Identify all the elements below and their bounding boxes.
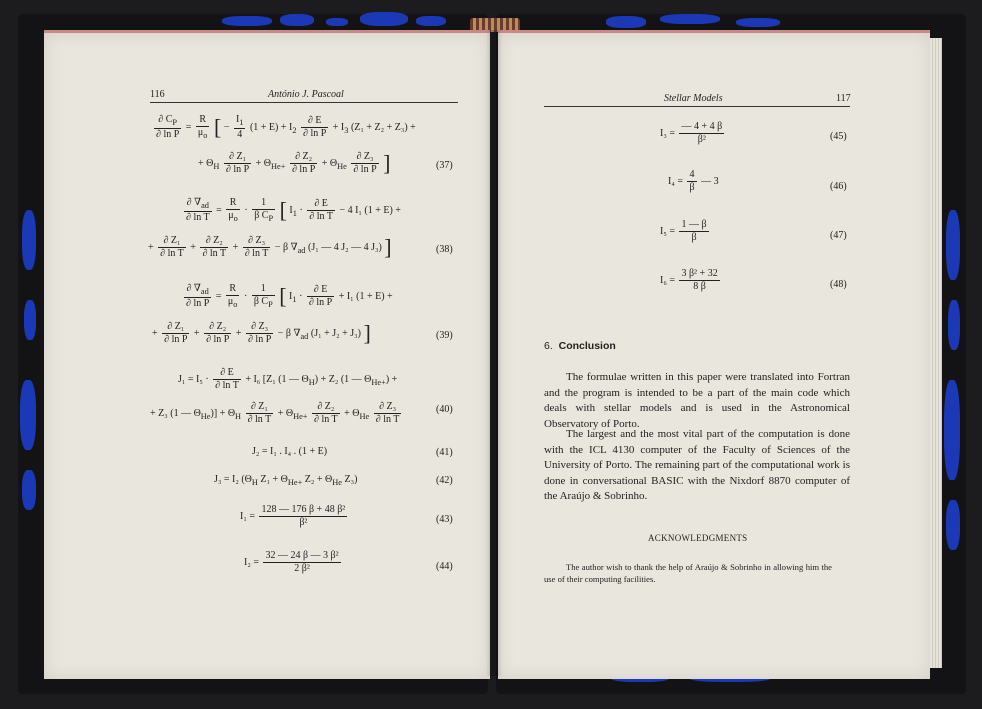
section-heading <box>544 340 616 352</box>
paragraph-1: The formulae written in this paper were translated into Fortran and the program is intended to be a part of the main code which deals with stellar models and is used in the Astronomical Observatory of Porto. <box>544 371 850 430</box>
acknowledgments-text: The author wish to thank the help of Araújo & Sobrinho in allowing him the use of their computing facilities. <box>544 562 832 584</box>
page-edges <box>930 38 942 668</box>
equation-41: J₂ = I₁ . I₄ . (1 + E) <box>252 446 328 457</box>
equation-number-38: (38) <box>436 244 453 255</box>
equation-38-line-2: + $\frac{\text{∂ Z₁}}{\text{∂ ln T}}$ + $\frac{\text{∂ Z₂}}{\text{∂ ln T}}$ + $\frac{\text{∂ Z₃}}{\text{∂ ln T}}$ − β $\nabla_{ad}$ (J₁ — 4 J₂ — 4 J₃) ] <box>148 234 392 260</box>
equation-40-line-1: J₁ = I₅ · $\frac{\partial E}{\text{∂ ln T}}$ + I₆ [Z₁ (1 — $\Theta_H) + Z_2$ (1 — $\Theta_{He+}$) + <box>178 367 398 391</box>
equation-number-42: (42) <box>436 475 453 486</box>
equation-number-45: (45) <box>830 131 847 142</box>
equation-37-line-1: $\frac{\partial C_P}{\text{∂ ln P}}$ = $\frac{R}{\mu_o}$ [ − $\frac{I_1}{4}$ $(1 + E) + I_2$ $\frac{\partial E}{\text{∂ ln P}}$ + $I_3$ (Z₁ + Z₂ + Z₃) + <box>156 114 416 141</box>
acknowledgments-heading: ACKNOWLEDGMENTS <box>648 533 748 543</box>
equation-47: I₅ = $\frac{1 — \beta}{\beta}$ <box>660 219 707 243</box>
equation-number-44: (44) <box>436 561 453 572</box>
equation-46: I₄ = $\frac{4}{\beta}$ — 3 <box>668 169 719 193</box>
equation-number-37: (37) <box>436 160 453 171</box>
equation-number-47: (47) <box>830 230 847 241</box>
section-number: 6. <box>544 340 553 352</box>
equation-39-line-1: $\frac{\partial \nabla_{ad}}{\text{∂ ln P}}$ = $\frac{R}{\mu_o}$ · $\frac{1}{\beta C_P}$ [ $I_1$ · $\frac{\partial E}{\text{∂ ln P}}$ + I₁ (1 + E) + <box>186 283 393 310</box>
equation-number-39: (39) <box>436 330 453 341</box>
equation-44: I₂ = $\frac{\text{32 — 24 β — 3 β²}}{\text{2 β²}}$ <box>244 550 339 574</box>
right-running-head: Stellar Models <box>664 93 723 104</box>
equation-45: I₃ = $\frac{— 4 + 4 \beta}{\text{β²}}$ <box>660 121 723 145</box>
equation-number-46: (46) <box>830 181 847 192</box>
right-header-rule <box>544 106 850 107</box>
equation-number-40: (40) <box>436 404 453 415</box>
left-page-number: 116 <box>150 89 165 100</box>
equation-number-41: (41) <box>436 447 453 458</box>
equation-number-43: (43) <box>436 514 453 525</box>
equation-48: I₆ = $\frac{\text{3 β² + 32}}{8 \beta}$ <box>660 268 718 292</box>
left-header-rule <box>150 102 458 103</box>
right-page-number: 117 <box>836 93 851 104</box>
equation-number-48: (48) <box>830 279 847 290</box>
left-running-head: António J. Pascoal <box>268 89 344 100</box>
equation-42: J₃ = I₂ ($\Theta_H$ $Z_1 + \Theta_{He+}$ $Z_2 + \Theta_{He}$ Z₃) <box>214 474 358 487</box>
equation-43: I₁ = $\frac{\text{128 — 176 β + 48 β²}}{\text{β²}}$ <box>240 504 346 528</box>
paragraph-2: The largest and the most vital part of the computation is done with the ICL 4130 computer of the Faculty of Sciences of the University of Porto. The remaining part of the computational work is done in conversational BASIC with the Nixdorf 8870 computer of the Araújo & Sobrinho. <box>544 428 850 503</box>
section-title: Conclusion <box>558 340 616 352</box>
equation-39-line-2: + $\frac{\text{∂ Z₁}}{\text{∂ ln P}}$ + $\frac{\text{∂ Z₂}}{\text{∂ ln P}}$ + $\frac{\text{∂ Z₃}}{\text{∂ ln P}}$ − β $\nabla_{ad}$ (J₁ + J₂ + J₃) ] <box>152 320 371 346</box>
equation-40-line-2: + Z₃ (1 — $\Theta_{He})] + \Theta_H$ $\frac{\text{∂ Z₁}}{\text{∂ ln T}}$ + $\Theta_{He+}$ $\frac{\text{∂ Z₂}}{\text{∂ ln T}}$ + $\Theta_{He}$ $\frac{\text{∂ Z₃}}{\text{∂ ln T}}$ <box>150 401 400 425</box>
book-gutter <box>486 30 502 676</box>
equation-38-line-1: $\frac{\partial \nabla_{ad}}{\text{∂ ln T}}$ = $\frac{R}{\mu_o}$ · $\frac{1}{\beta C_P}$ [ $I_1$ · $\frac{\partial E}{\text{∂ ln T}}$ − 4 I₁ (1 + E) + <box>186 197 401 224</box>
equation-37-line-2: + $\Theta_H$ $\frac{\text{∂ Z₁}}{\text{∂ ln P}}$ + $\Theta_{He+}$ $\frac{\text{∂ Z₂}}{\text{∂ ln P}}$ + $\Theta_{He}$ $\frac{\text{∂ Z₃}}{\text{∂ ln P}}$ ] <box>198 150 391 176</box>
